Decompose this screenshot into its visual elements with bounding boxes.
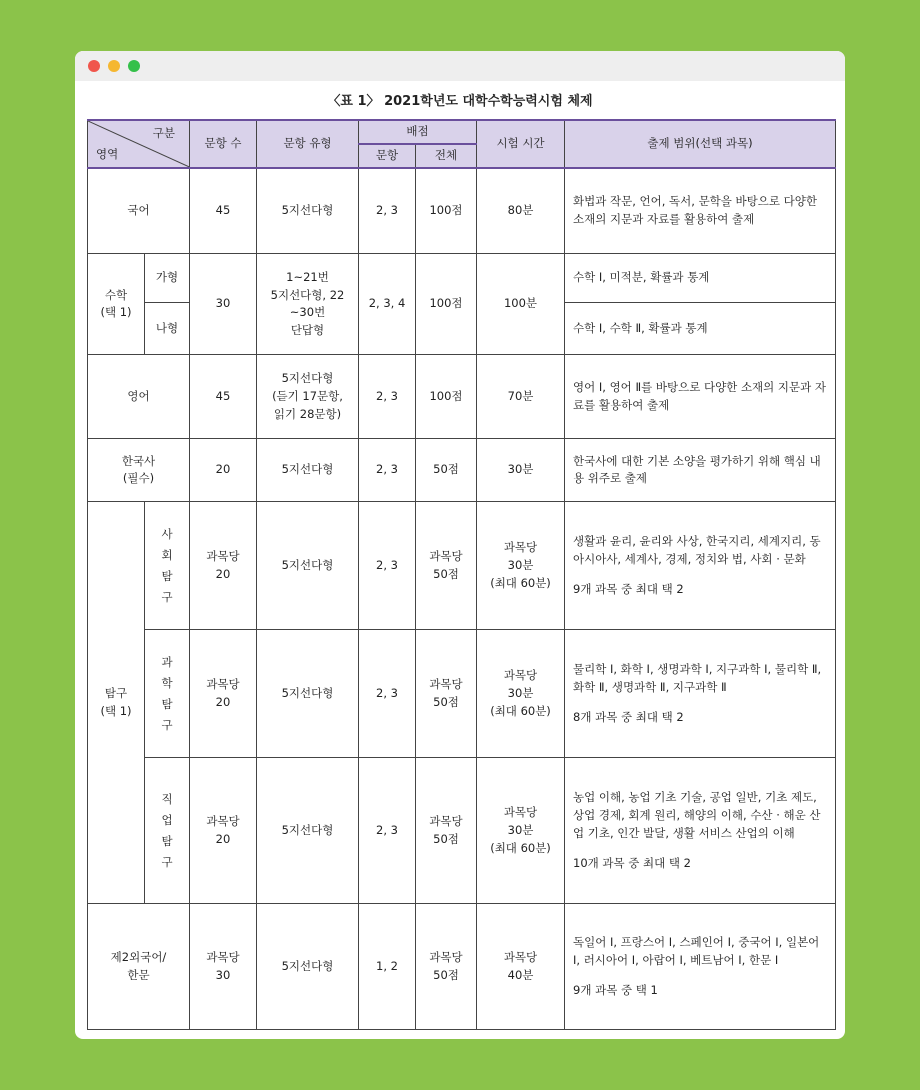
time-cell: 70분 [477, 355, 565, 439]
scope-note: 10개 과목 중 최대 택 2 [573, 855, 691, 870]
row-foreign-language [88, 904, 836, 1030]
maximize-button[interactable] [128, 60, 140, 72]
window-titlebar [75, 51, 845, 81]
time-cell: 100분 [477, 254, 565, 355]
score-item-cell: 1, 2 [359, 904, 416, 1030]
header-area: 영역 [96, 147, 119, 161]
row-inquiry-social [88, 502, 836, 630]
count-cell: 과목당 20 [190, 758, 257, 904]
type-cell: 5지선다형 [257, 758, 359, 904]
scope-text: 독일어 Ⅰ, 프랑스어 Ⅰ, 스페인어 Ⅰ, 중국어 Ⅰ, 일본어 Ⅰ, 러시아어 Ⅰ, 아랍어 Ⅰ, 베트남어 Ⅰ, 한문 Ⅰ [573, 935, 820, 967]
table-caption: 〈표 1〉 2021학년도 대학수학능력시험 체제 [327, 94, 593, 109]
header-score-total: 전체 [416, 144, 477, 168]
inquiry-social-label: 사 회 탐 구 [145, 502, 190, 630]
document-window [75, 51, 845, 1039]
scope-cell [565, 502, 836, 630]
score-total-cell: 과목당 50점 [416, 904, 477, 1030]
header-exam-time: 시험 시간 [477, 120, 565, 168]
inquiry-vocational-label: 직 업 탐 구 [145, 758, 190, 904]
minimize-button[interactable] [108, 60, 120, 72]
scope-text: 물리학 Ⅰ, 화학 Ⅰ, 생명과학 Ⅰ, 지구과학 Ⅰ, 물리학 Ⅱ, 화학 Ⅱ, 생명과학 Ⅱ, 지구과학 Ⅱ [573, 662, 822, 694]
type-cell: 5지선다형 [257, 502, 359, 630]
scope-cell [565, 630, 836, 758]
scope-text: 생활과 윤리, 윤리와 사상, 한국지리, 세계지리, 동아시아사, 세계사, 경제, 정치와 법, 사회 · 문화 [573, 534, 821, 566]
exam-structure-table [87, 119, 836, 1030]
header-gubun: 구분 [152, 126, 175, 140]
area-cell: 제2외국어/ 한문 [88, 904, 190, 1030]
count-cell: 20 [190, 439, 257, 502]
scope-note: 8개 과목 중 최대 택 2 [573, 709, 684, 724]
score-total-cell: 100점 [416, 254, 477, 355]
score-total-cell: 과목당 50점 [416, 630, 477, 758]
header-question-type: 문항 유형 [257, 120, 359, 168]
score-item-cell: 2, 3 [359, 758, 416, 904]
score-item-cell: 2, 3 [359, 630, 416, 758]
score-item-cell: 2, 3 [359, 355, 416, 439]
header-score: 배점 [359, 120, 477, 144]
type-cell: 1~21번 5지선다형, 22 ~30번 단답형 [257, 254, 359, 355]
score-total-cell: 100점 [416, 355, 477, 439]
score-item-cell: 2, 3 [359, 168, 416, 254]
row-inquiry-vocational [88, 758, 836, 904]
header-num-questions: 문항 수 [190, 120, 257, 168]
area-cell: 영어 [88, 355, 190, 439]
row-inquiry-science [88, 630, 836, 758]
math-na-label: 나형 [145, 303, 190, 355]
count-cell: 45 [190, 168, 257, 254]
time-cell: 80분 [477, 168, 565, 254]
count-cell: 과목당 20 [190, 502, 257, 630]
scope-note: 9개 과목 중 최대 택 2 [573, 581, 684, 596]
row-korean [88, 168, 836, 254]
header-score-item: 문항 [359, 144, 416, 168]
row-math-ga [88, 254, 836, 303]
type-cell: 5지선다형 [257, 630, 359, 758]
score-item-cell: 2, 3, 4 [359, 254, 416, 355]
scope-cell: 수학 Ⅰ, 수학 Ⅱ, 확률과 통계 [565, 303, 836, 355]
row-english [88, 355, 836, 439]
scope-cell [565, 904, 836, 1030]
area-cell: 탐구 (택 1) [88, 502, 145, 904]
scope-cell: 화법과 작문, 언어, 독서, 문학을 바탕으로 다양한 소재의 지문과 자료를 활용하여 출제 [565, 168, 836, 254]
score-total-cell: 50점 [416, 439, 477, 502]
scope-cell: 한국사에 대한 기본 소양을 평가하기 위해 핵심 내용 위주로 출제 [565, 439, 836, 502]
scope-cell [565, 758, 836, 904]
area-cell: 국어 [88, 168, 190, 254]
time-cell: 과목당 30분 (최대 60분) [477, 630, 565, 758]
count-cell: 과목당 20 [190, 630, 257, 758]
score-item-cell: 2, 3 [359, 439, 416, 502]
close-button[interactable] [88, 60, 100, 72]
scope-text: 농업 이해, 농업 기초 기술, 공업 일반, 기초 제도, 상업 경제, 회계 원리, 해양의 이해, 수산 · 해운 산업 기초, 인간 발달, 생활 서비스 산업의 이해 [573, 790, 821, 840]
time-cell: 30분 [477, 439, 565, 502]
header-scope: 출제 범위(선택 과목) [565, 120, 836, 168]
scope-cell: 수학 Ⅰ, 미적분, 확률과 통계 [565, 254, 836, 303]
score-total-cell: 과목당 50점 [416, 758, 477, 904]
inquiry-science-label: 과 학 탐 구 [145, 630, 190, 758]
type-cell: 5지선다형 (듣기 17문항, 읽기 28문항) [257, 355, 359, 439]
score-item-cell: 2, 3 [359, 502, 416, 630]
score-total-cell: 100점 [416, 168, 477, 254]
type-cell: 5지선다형 [257, 439, 359, 502]
count-cell: 과목당 30 [190, 904, 257, 1030]
time-cell: 과목당 30분 (최대 60분) [477, 502, 565, 630]
time-cell: 과목당 40분 [477, 904, 565, 1030]
header-diagonal-cell [88, 120, 190, 168]
type-cell: 5지선다형 [257, 904, 359, 1030]
scope-note: 9개 과목 중 택 1 [573, 982, 658, 997]
score-total-cell: 과목당 50점 [416, 502, 477, 630]
time-cell: 과목당 30분 (최대 60분) [477, 758, 565, 904]
math-ga-label: 가형 [145, 254, 190, 303]
type-cell: 5지선다형 [257, 168, 359, 254]
row-history [88, 439, 836, 502]
count-cell: 30 [190, 254, 257, 355]
area-cell: 수학 (택 1) [88, 254, 145, 355]
area-cell: 한국사 (필수) [88, 439, 190, 502]
count-cell: 45 [190, 355, 257, 439]
scope-cell: 영어 Ⅰ, 영어 Ⅱ를 바탕으로 다양한 소재의 지문과 자료를 활용하여 출제 [565, 355, 836, 439]
